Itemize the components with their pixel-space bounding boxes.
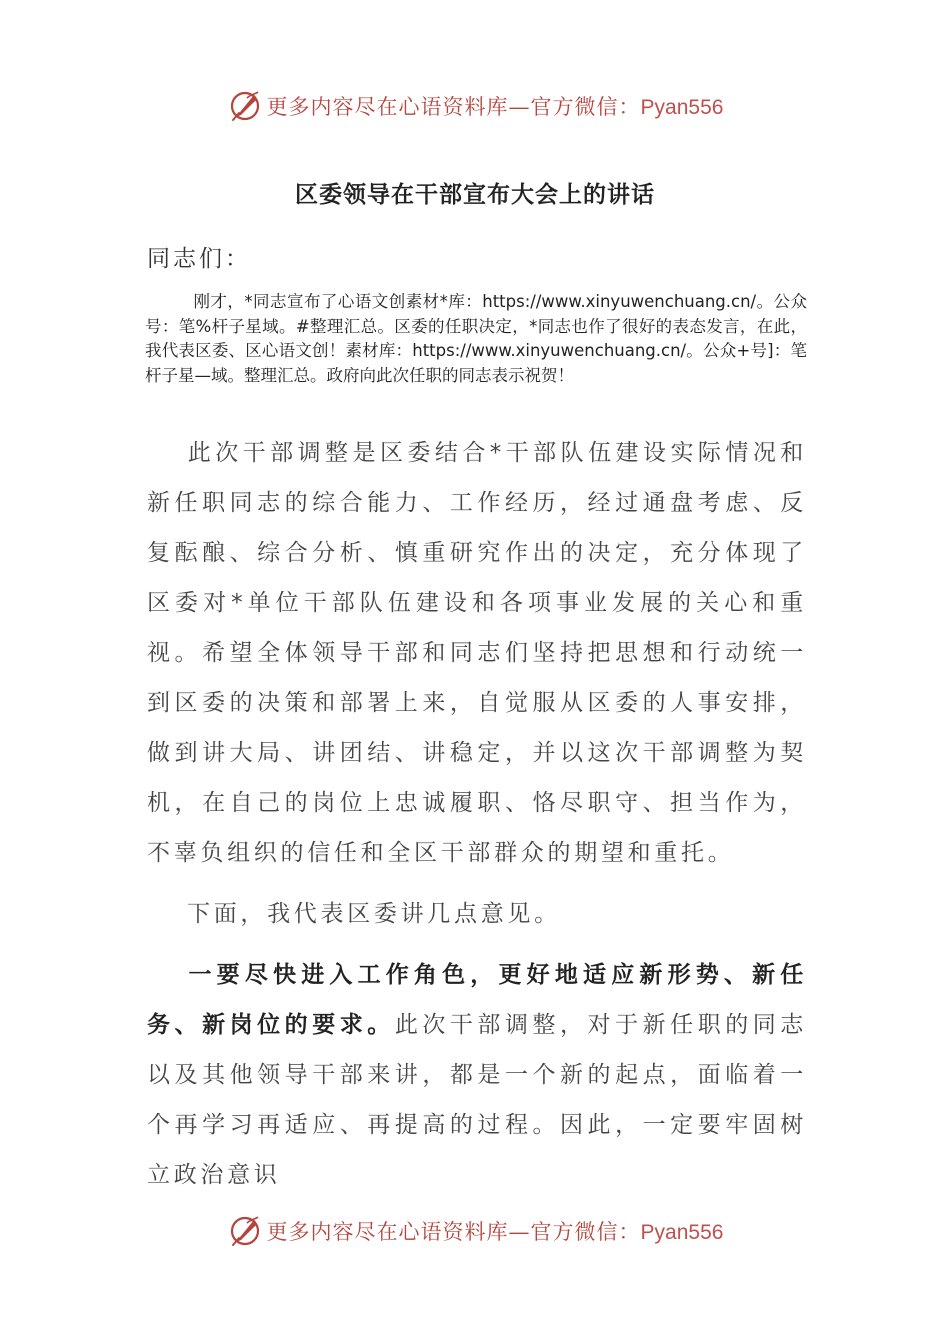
banner-text: [267, 91, 724, 121]
body-paragraph-1: [147, 428, 807, 878]
body-paragraph-3: [147, 950, 807, 1200]
intro-paragraph-text: 刚才，*同志宣布了心语文创素材*库：https://www.xinyuwenchuang.cn/。公众号：笔%杆子星域。#整理汇总。区委的任职决定，*同志也作了很好的表态发言，在此，我代表区委、区心语文创！素材库：https://www.xinyuwenchuang.cn/。公众+号]：笔杆子星—域。整理汇总。政府向此次任职的同志表示祝贺！: [145, 292, 807, 385]
body-paragraph-2: [147, 889, 807, 939]
quill-logo-icon: [227, 1213, 263, 1249]
banner-wechat-handle: Pyan556: [640, 1221, 724, 1244]
banner-brand-text: 更多内容尽在心语资料库: [266, 1220, 509, 1244]
salutation: 同志们：: [147, 246, 251, 272]
quill-logo-icon: [227, 88, 263, 124]
banner-wechat-label: 官方微信：: [530, 95, 641, 119]
intro-paragraph: [145, 290, 807, 388]
banner-brand-text: 更多内容尽在心语资料库: [266, 95, 509, 119]
body-paragraph-2-text: 下面，我代表区委讲几点意见。: [187, 901, 561, 927]
footer-watermark-banner: [0, 1211, 950, 1251]
header-watermark-banner: [0, 86, 950, 126]
body-paragraph-1-text: 此次干部调整是区委结合*干部队伍建设实际情况和新任职同志的综合能力、工作经历，经过通盘考虑、反复酝酿、综合分析、慎重研究作出的决定，充分体现了区委对*单位干部队伍建设和各项事业发展的关心和重视。希望全体领导干部和同志们坚持把思想和行动统一到区委的决策和部署上来，自觉服从区委的人事安排，做到讲大局、讲团结、讲稳定，并以这次干部调整为契机，在自己的岗位上忠诚履职、恪尽职守、担当作为，不辜负组织的信任和全区干部群众的期望和重托。: [147, 440, 807, 866]
banner-dash: —: [508, 1220, 531, 1244]
banner-wechat-label: 官方微信：: [530, 1220, 641, 1244]
body-paragraph-3-text: 此次干部调整，对于新任职的同志以及其他领导干部来讲，都是一个新的起点，面临着一个再学习再适应、再提高的过程。因此，一定要牢固树立政治意识: [147, 1012, 807, 1188]
document-title: 区委领导在干部宣布大会上的讲话: [295, 182, 655, 208]
section-heading-1: 一要尽快进入工作角色，更好地适应新形势、新任务、新岗位的要求。: [147, 962, 807, 1038]
banner-wechat-handle: Pyan556: [640, 96, 724, 119]
banner-dash: —: [508, 95, 531, 119]
banner-text: [267, 1216, 724, 1246]
